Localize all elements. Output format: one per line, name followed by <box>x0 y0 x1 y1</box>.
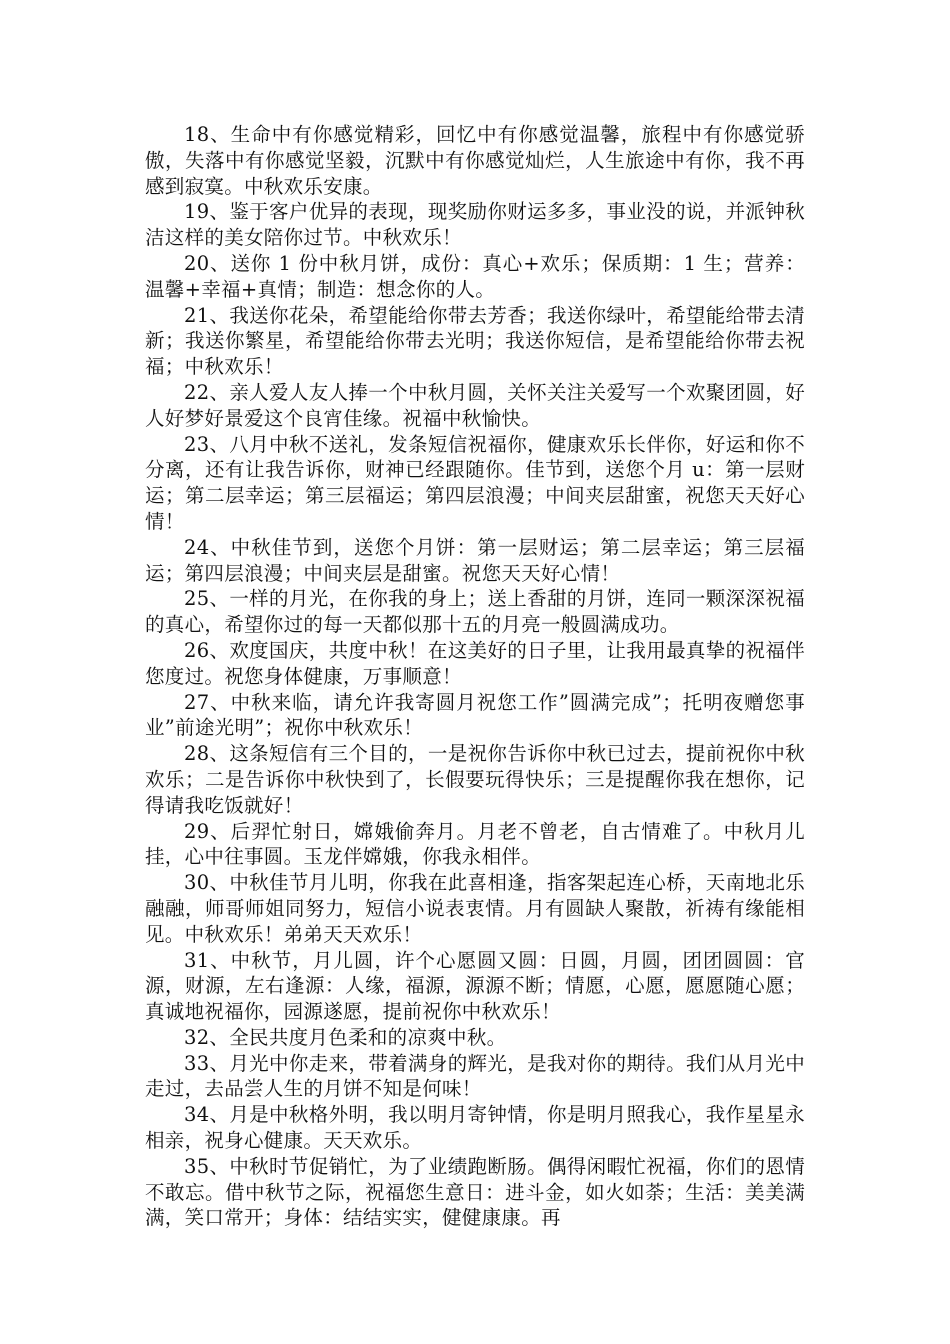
paragraph-27: 27、中秋来临，请允许我寄圆月祝您工作”圆满完成”；托明夜赠您事业”前途光明”；祝你中秋欢乐！ <box>145 690 805 740</box>
paragraph-25: 25、一样的月光，在你我的身上；送上香甜的月饼，连同一颗深深祝福的真心，希望你过的每一天都似那十五的月亮一般圆满成功。 <box>145 587 805 637</box>
paragraph-30: 30、中秋佳节月儿明，你我在此喜相逢，指客架起连心桥，天南地北乐融融，师哥师姐同努力，短信小说表衷情。月有圆缺人聚散，祈祷有缘能相见。中秋欢乐！弟弟天天欢乐！ <box>145 871 805 946</box>
document-body <box>145 122 805 1231</box>
paragraph-28: 28、这条短信有三个目的，一是祝你告诉你中秋已过去，提前祝你中秋欢乐；二是告诉你中秋快到了，长假要玩得快乐；三是提醒你我在想你，记得请我吃饭就好！ <box>145 742 805 817</box>
paragraph-22: 22、亲人爱人友人捧一个中秋月圆，关怀关注关爱写一个欢聚团圆，好人好梦好景爱这个良宵佳缘。祝福中秋愉快。 <box>145 380 805 430</box>
paragraph-33: 33、月光中你走来，带着满身的辉光，是我对你的期待。我们从月光中走过，去品尝人生的月饼不知是何味！ <box>145 1051 805 1101</box>
paragraph-18: 18、生命中有你感觉精彩，回忆中有你感觉温馨，旅程中有你感觉骄傲，失落中有你感觉坚毅，沉默中有你感觉灿烂，人生旅途中有你，我不再感到寂寞。中秋欢乐安康。 <box>145 123 805 198</box>
paragraph-23: 23、八月中秋不送礼，发条短信祝福你，健康欢乐长伴你，好运和你不分离，还有让我告诉你，财神已经跟随你。佳节到，送您个月 u：第一层财运；第二层幸运；第三层福运；第四层浪漫；中间夹层甜蜜，祝您天天好心情！ <box>145 432 805 533</box>
paragraph-20: 20、送你 1 份中秋月饼，成份：真心+欢乐；保质期：1 生；营养：温馨+幸福+真情；制造：想念你的人。 <box>145 251 805 301</box>
paragraph-21: 21、我送你花朵，希望能给你带去芳香；我送你绿叶，希望能给带去清新；我送你繁星，希望能给你带去光明；我送你短信，是希望能给你带去祝福；中秋欢乐！ <box>145 303 805 379</box>
paragraph-24: 24、中秋佳节到，送您个月饼：第一层财运；第二层幸运；第三层福运；第四层浪漫；中间夹层是甜蜜。祝您天天好心情！ <box>145 535 805 585</box>
paragraph-31: 31、中秋节，月儿圆，许个心愿圆又圆：日圆，月圆，团团圆圆：官源，财源，左右逢源：人缘，福源，源源不断；情愿，心愿，愿愿随心愿；真诚地祝福你，园源遂愿，提前祝你中秋欢乐！ <box>145 948 805 1024</box>
paragraph-29: 29、后羿忙射日，嫦娥偷奔月。月老不曾老，自古情难了。中秋月儿挂，心中往事圆。玉龙伴嫦娥，你我永相伴。 <box>145 819 805 869</box>
paragraph-34: 34、月是中秋格外明，我以明月寄钟情，你是明月照我心，我作星星永相亲，祝身心健康。天天欢乐。 <box>145 1103 805 1153</box>
paragraph-26: 26、欢度国庆，共度中秋！在这美好的日子里，让我用最真挚的祝福伴您度过。祝您身体健康，万事顺意！ <box>145 638 805 688</box>
paragraph-19: 19、鉴于客户优异的表现，现奖励你财运多多，事业没的说，并派钟秋洁这样的美女陪你过节。中秋欢乐！ <box>145 200 805 250</box>
paragraph-35: 35、中秋时节促销忙，为了业绩跑断肠。偶得闲暇忙祝福，你们的恩情不敢忘。借中秋节之际，祝福您生意日：进斗金，如火如荼；生活：美美满满，笑口常开；身体：结结实实，健健康康。再 <box>145 1154 805 1230</box>
paragraph-32: 32、全民共度月色柔和的凉爽中秋。 <box>184 1025 507 1049</box>
